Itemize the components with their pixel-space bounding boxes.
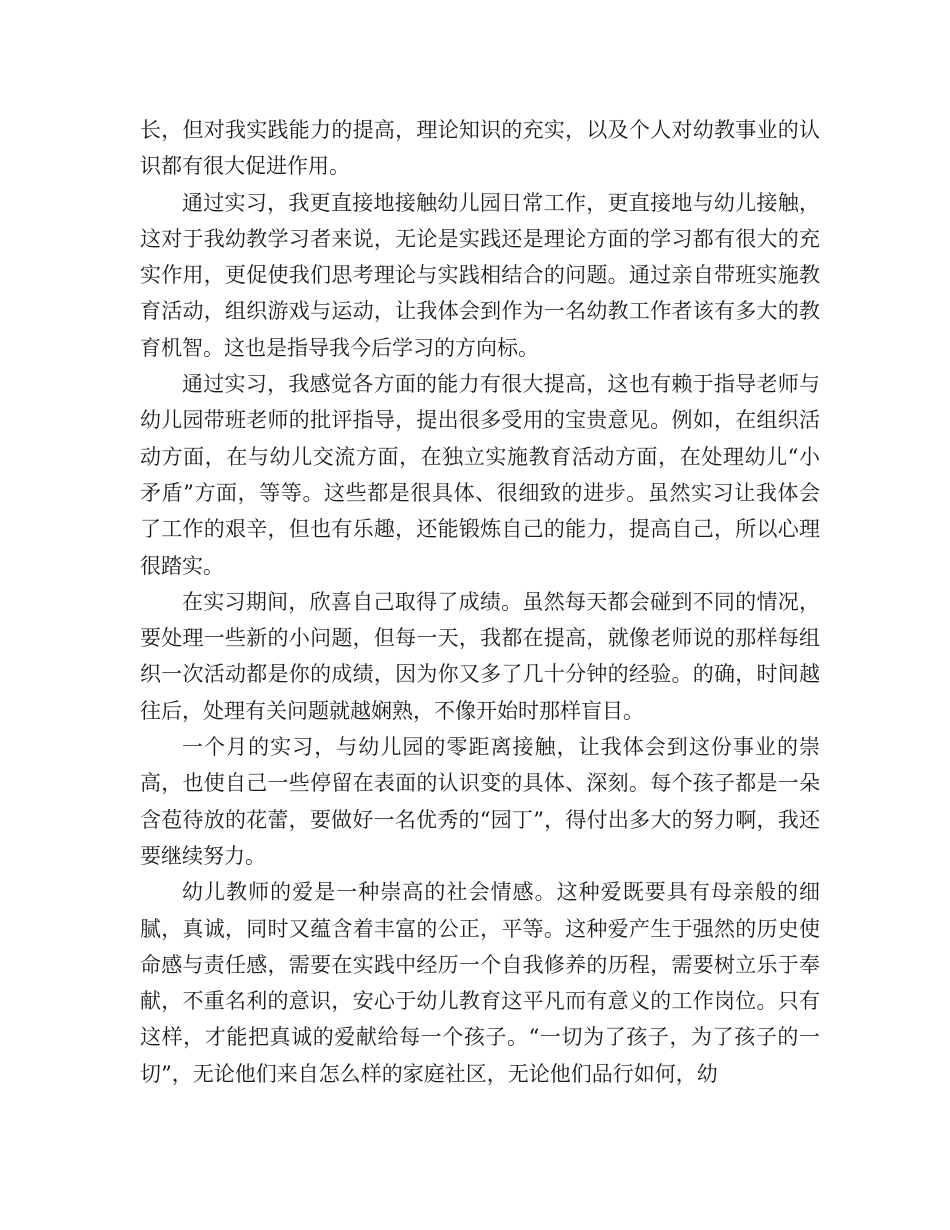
paragraph-one-month: 一个月的实习，与幼儿园的零距离接触，让我体会到这份事业的崇高，也使自己一些停留在表面的认识变的具体、深刻。每个孩子都是一朵含苞待放的花蕾，要做好一名优秀的“园丁”，得付出多大的努力啊，我还要继续努力。 xyxy=(140,735,820,868)
paragraph-ability-improvement: 通过实习，我感觉各方面的能力有很大提高，这也有赖于指导老师与幼儿园带班老师的批评指导，提出很多受用的宝贵意见。例如，在组织活动方面，在与幼儿交流方面，在独立实施教育活动方面，在处理幼儿“小矛盾”方面，等等。这些都是很具体、很细致的进步。虽然实习让我体会了工作的艰辛，但也有乐趣，还能锻炼自己的能力，提高自己，所以心理很踏实。 xyxy=(140,372,820,578)
paragraph-achievements: 在实习期间，欣喜自己取得了成绩。虽然每天都会碰到不同的情况，要处理一些新的小问题，但每一天，我都在提高，就像老师说的那样每组织一次活动都是你的成绩，因为你又多了几十分钟的经验。的确，时间越往后，处理有关问题就越娴熟，不像开始时那样盲目。 xyxy=(140,589,820,723)
paragraph-practice-contact: 通过实习，我更直接地接触幼儿园日常工作，更直接地与幼儿接触，这对于我幼教学习者来说，无论是实践还是理论方面的学习都有很大的充实作用，更促使我们思考理论与实践相结合的问题。通过亲自带班实施教育活动，组织游戏与运动，让我体会到作为一名幼教工作者该有多大的教育机智。这也是指导我今后学习的方向标。 xyxy=(140,190,820,360)
paragraph-continuation: 长，但对我实践能力的提高，理论知识的充实，以及个人对幼教事业的认识都有很大促进作用。 xyxy=(140,118,820,179)
document-body xyxy=(140,112,820,1092)
paragraph-teacher-love: 幼儿教师的爱是一种崇高的社会情感。这种爱既要具有母亲般的细腻，真诚，同时又蕴含着丰富的公正，平等。这种爱产生于强然的历史使命感与责任感，需要在实践中经历一个自我修养的历程，需要树立乐于奉献，不重名利的意识，安心于幼儿教育这平凡而有意义的工作岗位。只有这样，才能把真诚的爱献给每一个孩子。“一切为了孩子，为了孩子的一切”，无论他们来自怎么样的家庭社区，无论他们品行如何，幼 xyxy=(140,880,820,1086)
